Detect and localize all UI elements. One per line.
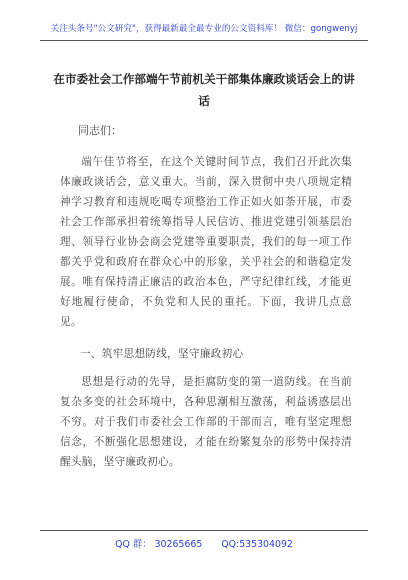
footer-divider [40, 530, 368, 531]
document-title: 在市委社会工作部端午节前机关干部集体廉政谈话会上的讲话 [53, 72, 355, 108]
body-paragraph-section-one: 思想是行动的先导，是拒腐防变的第一道防线。在当前复杂多变的社会环境中，各种思潮相互激荡，利益诱惑层出不穷。对于我们市委社会工作部的干部而言，唯有坚定理想信念，不断强化思想建设，才能在纷繁复杂的形势中保持清醒头脑，坚守廉政初心。 [60, 376, 352, 468]
footer-qq-group: QQ 群： 30265665 [115, 539, 203, 550]
body-paragraph-intro: 端午佳节将至，在这个关键时间节点，我们召开此次集体廉政谈话会，意义重大。当前，深入贯彻中央八项规定精神学习教育和违规吃喝专项整治工作正如火如荼开展，市委社会工作部承担着统筹指导人民信访、推进党建引领基层治理、领导行业协会商会党建等重要职责，我们的每一项工作都关乎党和政府在群众心中的形象，关乎社会的和谐稳定发展。唯有保持清正廉洁的政治本色，严守纪律红线，才能更好地履行使命，不负党和人民的重托。下面，我讲几点意见。 [60, 156, 352, 328]
section-heading: 一、筑牢思想防线，坚守廉政初心 [80, 348, 244, 360]
footer-qq-number: QQ:535304092 [221, 539, 293, 550]
header-banner: 关注头条号"公文研究"，获得最新最全最专业的公文资料库！ 微信：gongwenyj [50, 24, 358, 34]
salutation: 同志们： [78, 124, 122, 137]
footer-contact [0, 536, 408, 550]
header-divider [40, 40, 368, 41]
